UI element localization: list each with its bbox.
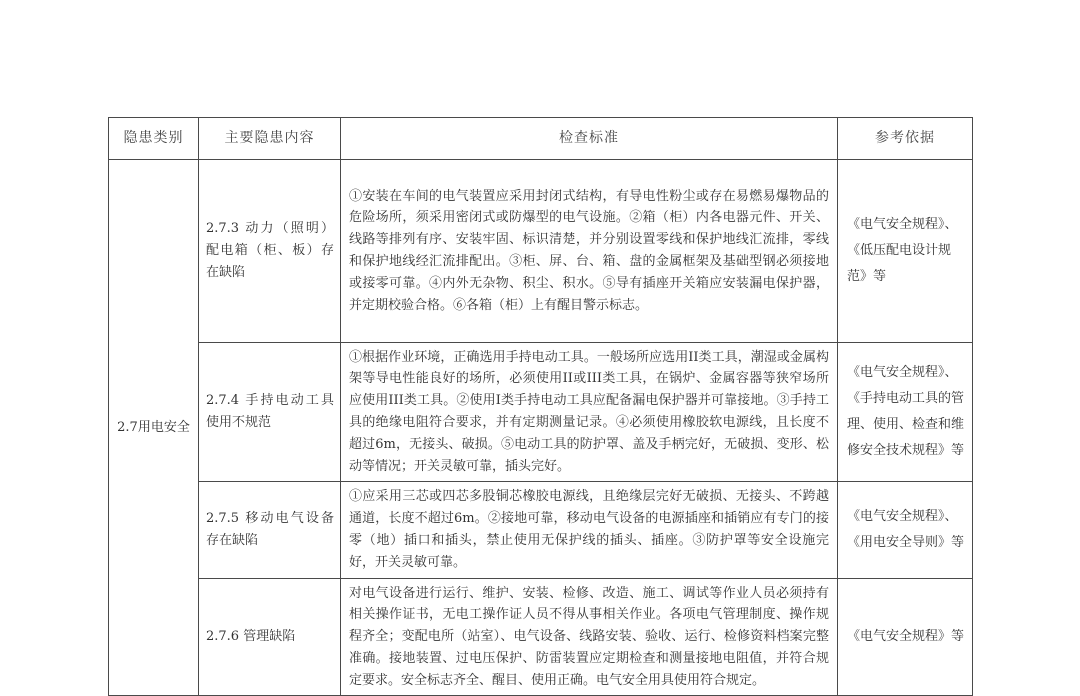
table-row — [109, 160, 973, 343]
hazard-item-cell: 2.7.4 手持电动工具使用不规范 — [199, 343, 341, 482]
reference-cell: 《电气安全规程》、《用电安全导则》等 — [838, 482, 973, 579]
hazard-inspection-table — [108, 117, 973, 696]
standard-cell: ①安装在车间的电气装置应采用封闭式结构，有导电性粉尘或存在易燃易爆物品的危险场所，须采用密闭式或防爆型的电气设施。②箱（柜）内各电器元件、开关、线路等排列有序、安装牢固、标识清楚，并分别设置零线和保护地线汇流排，零线和保护地线经汇流排配出。③柜、屏、台、箱、盘的金属框架及基础型钢必须接地或接零可靠。④内外无杂物、积尘、积水。⑤导有插座开关箱应安装漏电保护器，并定期校验合格。⑥各箱（柜）上有醒目警示标志。 — [341, 160, 838, 343]
standard-cell: ①根据作业环境，正确选用手持电动工具。一般场所应选用II类工具，潮湿或金属构架等导电性能良好的场所，必须使用II或III类工具，在锅炉、金属容器等狭窄场所应使用III类工具。②使用I类手持电动工具应配备漏电保护器并可靠接地。③手持工具的绝缘电阻符合要求，并有定期测量记录。④必须使用橡胶软电源线，且长度不超过6m，无接头、破损。⑤电动工具的防护罩、盖及手柄完好，无破损、变形、松动等情况；开关灵敏可靠，插头完好。 — [341, 343, 838, 482]
table-header-row — [109, 118, 973, 160]
reference-cell: 《电气安全规程》、《低压配电设计规范》等 — [838, 160, 973, 343]
header-content: 主要隐患内容 — [199, 118, 341, 160]
header-reference: 参考依据 — [838, 118, 973, 160]
reference-cell: 《电气安全规程》等 — [838, 579, 973, 696]
header-standard: 检查标准 — [341, 118, 838, 160]
table-row — [109, 482, 973, 579]
table-row — [109, 579, 973, 696]
hazard-item-cell: 2.7.6 管理缺陷 — [199, 579, 341, 696]
hazard-item-cell: 2.7.5 移动电气设备存在缺陷 — [199, 482, 341, 579]
standard-cell: ①应采用三芯或四芯多股铜芯橡胶电源线，且绝缘层完好无破损、无接头、不跨越通道，长度不超过6m。②接地可靠，移动电气设备的电源插座和插销应有专门的接零（地）插口和插头，禁止使用无保护线的插头、插座。③防护罩等安全设施完好，开关灵敏可靠。 — [341, 482, 838, 579]
reference-cell: 《电气安全规程》、《手持电动工具的管理、使用、检查和维修安全技术规程》等 — [838, 343, 973, 482]
header-category: 隐患类别 — [109, 118, 199, 160]
category-cell: 2.7用电安全 — [109, 160, 199, 696]
standard-cell: 对电气设备进行运行、维护、安装、检修、改造、施工、调试等作业人员必须持有相关操作证书，无电工操作证人员不得从事相关作业。各项电气管理制度、操作规程齐全；变配电所（站室）、电气设备、线路安装、验收、运行、检修资料档案完整准确。接地装置、过电压保护、防雷装置应定期检查和测量接地电阻值，并符合规定要求。安全标志齐全、醒目、使用正确。电气安全用具使用符合规定。 — [341, 579, 838, 696]
table-row — [109, 343, 973, 482]
hazard-item-cell: 2.7.3 动力（照明）配电箱（柜、板）存在缺陷 — [199, 160, 341, 343]
